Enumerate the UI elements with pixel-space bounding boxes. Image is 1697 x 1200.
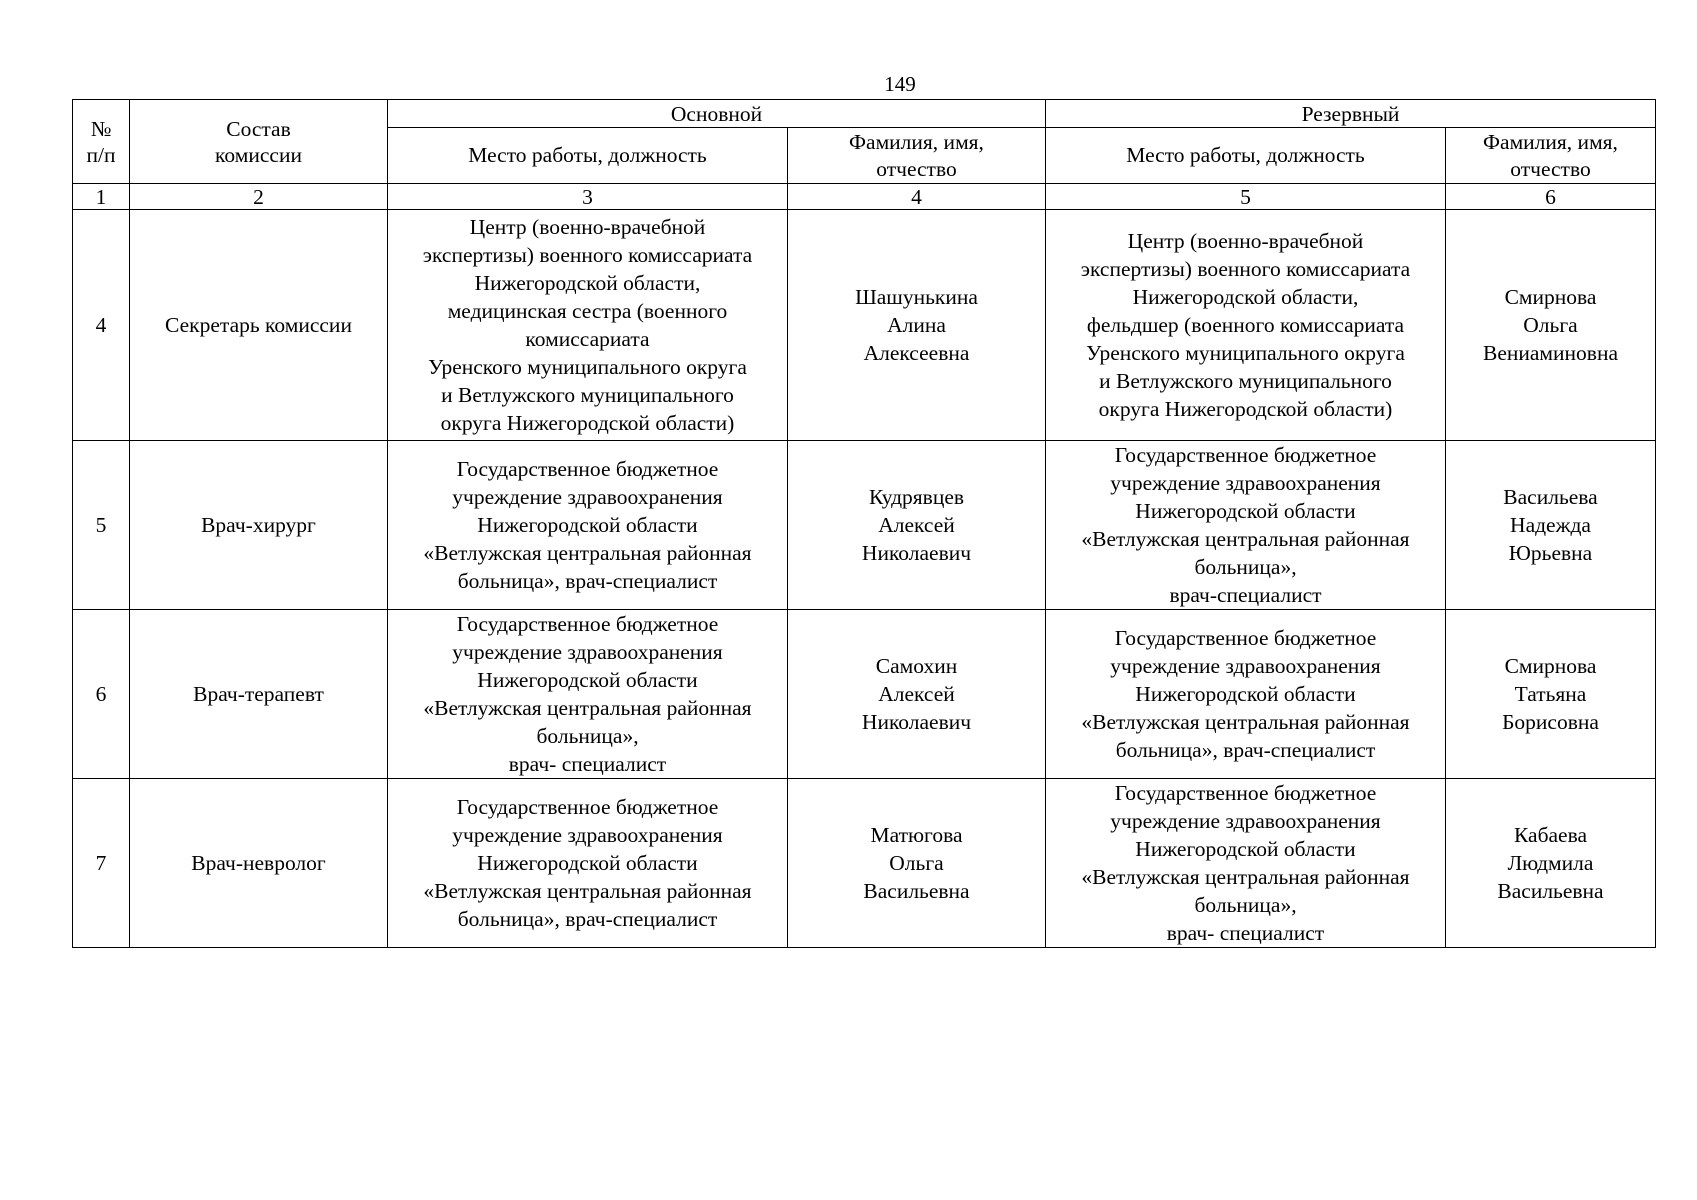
header-reserve-group: Резервный bbox=[1046, 100, 1656, 128]
reserve-full-name: Смирнова Ольга Вениаминовна bbox=[1446, 210, 1656, 441]
commission-role: Врач-хирург bbox=[130, 441, 388, 610]
commission-role: Секретарь комиссии bbox=[130, 210, 388, 441]
reserve-workplace: Центр (военно-врачебной экспертизы) военного комиссариата Нижегородской области, фельдшер (военного комиссариата Уренского муниципального округа и Ветлужского муниципального округа Нижегородской области) bbox=[1046, 210, 1446, 441]
main-full-name: Шашунькина Алина Алексеевна bbox=[788, 210, 1046, 441]
reserve-full-name: Кабаева Людмила Васильевна bbox=[1446, 779, 1656, 948]
column-number: 1 bbox=[73, 184, 130, 210]
table-row bbox=[73, 779, 1656, 948]
header-main-name: Фамилия, имя, отчество bbox=[788, 128, 1046, 184]
header-main-workplace: Место работы, должность bbox=[388, 128, 788, 184]
row-number: 6 bbox=[73, 610, 130, 779]
reserve-full-name: Смирнова Татьяна Борисовна bbox=[1446, 610, 1656, 779]
table-header bbox=[73, 100, 1656, 210]
reserve-workplace: Государственное бюджетное учреждение здравоохранения Нижегородской области «Ветлужская центральная районная больница», врач- специалист bbox=[1046, 779, 1446, 948]
header-row-groups bbox=[73, 100, 1656, 128]
reserve-full-name: Васильева Надежда Юрьевна bbox=[1446, 441, 1656, 610]
table-row bbox=[73, 610, 1656, 779]
header-reserve-workplace: Место работы, должность bbox=[1046, 128, 1446, 184]
row-number: 7 bbox=[73, 779, 130, 948]
table-row bbox=[73, 441, 1656, 610]
column-number-row bbox=[73, 184, 1656, 210]
commission-table bbox=[72, 99, 1656, 948]
table-row bbox=[73, 210, 1656, 441]
reserve-workplace: Государственное бюджетное учреждение здравоохранения Нижегородской области «Ветлужская центральная районная больница», врач-специалист bbox=[1046, 610, 1446, 779]
main-workplace: Государственное бюджетное учреждение здравоохранения Нижегородской области «Ветлужская центральная районная больница», врач- специалист bbox=[388, 610, 788, 779]
main-workplace: Государственное бюджетное учреждение здравоохранения Нижегородской области «Ветлужская центральная районная больница», врач-специалист bbox=[388, 779, 788, 948]
header-main-group: Основной bbox=[388, 100, 1046, 128]
commission-role: Врач-невролог bbox=[130, 779, 388, 948]
page-number: 149 bbox=[884, 72, 916, 96]
column-number: 2 bbox=[130, 184, 388, 210]
main-workplace: Центр (военно-врачебной экспертизы) военного комиссариата Нижегородской области, медицинская сестра (военного комиссариата Уренского муниципального округа и Ветлужского муниципального округа Нижегородской области) bbox=[388, 210, 788, 441]
column-number: 5 bbox=[1046, 184, 1446, 210]
column-number: 6 bbox=[1446, 184, 1656, 210]
main-workplace: Государственное бюджетное учреждение здравоохранения Нижегородской области «Ветлужская центральная районная больница», врач-специалист bbox=[388, 441, 788, 610]
main-full-name: Матюгова Ольга Васильевна bbox=[788, 779, 1046, 948]
header-num: № п/п bbox=[73, 100, 130, 184]
commission-role: Врач-терапевт bbox=[130, 610, 388, 779]
main-full-name: Кудрявцев Алексей Николаевич bbox=[788, 441, 1046, 610]
main-full-name: Самохин Алексей Николаевич bbox=[788, 610, 1046, 779]
column-number: 3 bbox=[388, 184, 788, 210]
header-reserve-name: Фамилия, имя, отчество bbox=[1446, 128, 1656, 184]
table-body bbox=[73, 210, 1656, 948]
row-number: 5 bbox=[73, 441, 130, 610]
row-number: 4 bbox=[73, 210, 130, 441]
column-number: 4 bbox=[788, 184, 1046, 210]
header-composition: Состав комиссии bbox=[130, 100, 388, 184]
reserve-workplace: Государственное бюджетное учреждение здравоохранения Нижегородской области «Ветлужская центральная районная больница», врач-специалист bbox=[1046, 441, 1446, 610]
